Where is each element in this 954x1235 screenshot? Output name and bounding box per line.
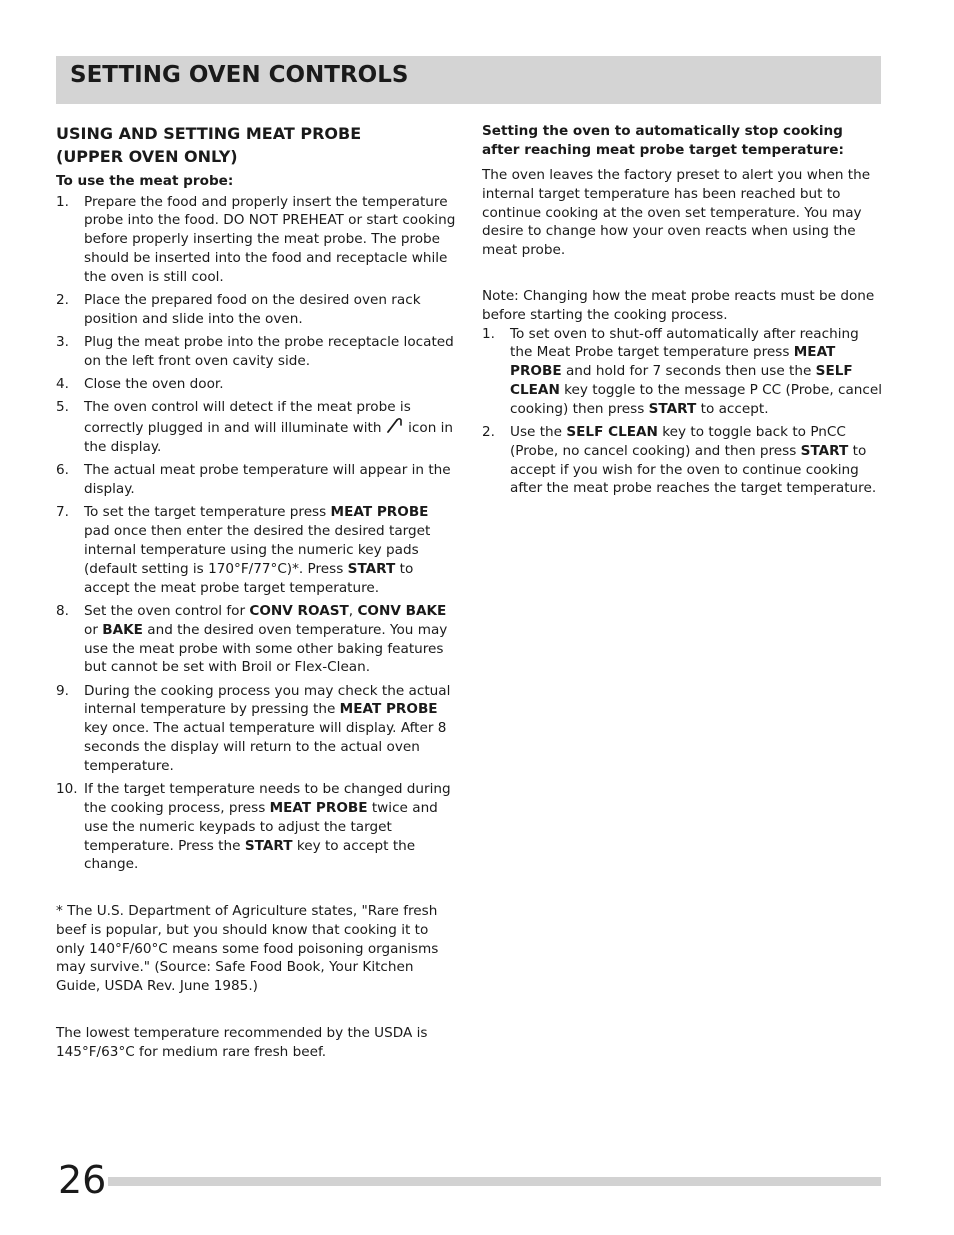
step-number: 4. bbox=[56, 376, 69, 393]
step-number: 7. bbox=[56, 504, 69, 521]
step-number: 9. bbox=[56, 682, 69, 699]
step-text: pad once then enter the desired the desired target internal temperature using the numeric key pads (default setting is 170°F/77°C)*. Press bbox=[84, 523, 431, 577]
footer-rule bbox=[108, 1177, 881, 1186]
key-name: MEAT PROBE bbox=[330, 504, 429, 521]
step-text: Prepare the food and properly insert the temperature probe into the food. DO NOT PREHEAT or start cooking before properly inserting the meat probe. The probe should be inserted into the food and receptacle while the oven is still cool. bbox=[84, 193, 456, 285]
step-text: The actual meat probe temperature will appear in the display. bbox=[84, 462, 451, 498]
section-title bbox=[56, 122, 458, 168]
list-item bbox=[56, 780, 458, 874]
list-item bbox=[56, 193, 458, 287]
header-bar bbox=[56, 56, 881, 104]
key-name: SELF CLEAN bbox=[566, 424, 658, 441]
step-number: 8. bbox=[56, 602, 69, 619]
step-text: Close the oven door. bbox=[84, 376, 224, 393]
list-item bbox=[56, 398, 458, 456]
step-number: 6. bbox=[56, 462, 69, 479]
probe-steps-list bbox=[56, 193, 458, 875]
step-text: icon in the display. bbox=[84, 420, 454, 456]
page-title: SETTING OVEN CONTROLS bbox=[70, 62, 409, 88]
step-number: 2. bbox=[482, 424, 495, 441]
step-text: The oven control will detect if the meat probe is correctly plugged in and will illuminate with bbox=[84, 399, 411, 437]
step-text: To set oven to shut-off automatically after reaching the Meat Probe target temperature press bbox=[510, 325, 859, 361]
step-text: Set the oven control for bbox=[84, 602, 250, 619]
step-text: During the cooking process you may check the actual internal temperature by pressing the bbox=[84, 682, 451, 718]
step-text: Use the bbox=[510, 424, 567, 441]
step-text: To set the target temperature press bbox=[84, 504, 331, 521]
key-name: MEAT PROBE bbox=[510, 344, 836, 380]
step-text: key once. The actual temperature will display. After 8 seconds the display will return to the actual oven temperature. bbox=[84, 720, 447, 774]
key-name: START bbox=[347, 560, 396, 577]
list-item bbox=[56, 461, 458, 499]
list-item bbox=[56, 375, 458, 394]
list-item bbox=[56, 333, 458, 371]
subhead-use-probe: To use the meat probe: bbox=[56, 173, 234, 189]
step-text: twice and use the numeric keypads to adjust the target temperature. Press the bbox=[84, 799, 438, 854]
step-number: 5. bbox=[56, 399, 69, 416]
list-item bbox=[56, 602, 458, 677]
step-number: 2. bbox=[56, 291, 69, 308]
key-name: MEAT PROBE bbox=[269, 799, 368, 816]
step-text: Plug the meat probe into the probe receptacle located on the left front oven cavity side. bbox=[84, 334, 454, 369]
list-item bbox=[56, 291, 458, 329]
section-title-line1: USING AND SETTING MEAT PROBE bbox=[56, 124, 362, 143]
step-text: to accept the meat probe target temperature. bbox=[84, 560, 414, 596]
auto-stop-note: Note: Changing how the meat probe reacts must be done before starting the cooking process. bbox=[482, 287, 875, 323]
list-item bbox=[482, 325, 882, 419]
section-title-line2: (UPPER OVEN ONLY) bbox=[56, 147, 238, 166]
right-column bbox=[482, 122, 882, 503]
step-number: 1. bbox=[56, 193, 69, 210]
step-text: If the target temperature needs to be changed during the cooking process, press bbox=[84, 781, 451, 816]
left-column bbox=[56, 122, 458, 1062]
step-text: key to toggle back to PnCC (Probe, no cancel cooking) and then press bbox=[510, 424, 846, 459]
key-name: SELF CLEAN bbox=[510, 363, 853, 398]
meat-probe-icon bbox=[386, 417, 404, 433]
key-name: BAKE bbox=[102, 621, 143, 638]
list-item bbox=[56, 682, 458, 776]
step-number: 1. bbox=[482, 325, 495, 342]
step-text: to accept if you wish for the oven to continue cooking after the meat probe reaches the target temperature. bbox=[510, 442, 877, 497]
usda-footnote: * The U.S. Department of Agriculture states, "Rare fresh beef is popular, but you should know that cooking it to only 140°F/60°C means some food poisoning organisms may survive." (Source: Safe Food Book, Your Kitchen Guide, USDA Rev. June 1985.) bbox=[56, 903, 439, 995]
list-item bbox=[482, 423, 882, 498]
key-name: START bbox=[800, 442, 849, 459]
step-text: , bbox=[348, 602, 358, 619]
auto-stop-intro: The oven leaves the factory preset to alert you when the internal target temperature has been reached but to continue cooking at the oven set temperature. You may desire to change how your oven reacts when using the meat probe. bbox=[482, 167, 871, 259]
key-name: START bbox=[648, 400, 697, 417]
key-name: CONV BAKE bbox=[357, 602, 447, 619]
step-text: key to accept the change. bbox=[84, 837, 416, 873]
step-text: and the desired oven temperature. You may use the meat probe with some other baking features but cannot be set with Broil or Flex-Clean. bbox=[84, 621, 448, 676]
step-text: and hold for 7 seconds then use the bbox=[561, 363, 816, 380]
page-number: 26 bbox=[58, 1158, 107, 1202]
lowest-temp-note: The lowest temperature recommended by the USDA is 145°F/63°C for medium rare fresh beef. bbox=[56, 1025, 428, 1060]
key-name: MEAT PROBE bbox=[339, 701, 438, 718]
step-text: or bbox=[84, 621, 103, 638]
step-text: Place the prepared food on the desired oven rack position and slide into the oven. bbox=[84, 291, 421, 327]
step-text: to accept. bbox=[696, 400, 769, 417]
key-name: CONV ROAST bbox=[249, 602, 349, 619]
auto-stop-steps-list bbox=[482, 325, 882, 499]
key-name: START bbox=[244, 837, 293, 854]
step-text: key toggle to the message P CC (Probe, cancel cooking) then press bbox=[510, 381, 883, 417]
step-number: 3. bbox=[56, 334, 69, 351]
list-item bbox=[56, 503, 458, 597]
auto-stop-heading: Setting the oven to automatically stop cooking after reaching meat probe target temperature: bbox=[482, 123, 844, 158]
step-number: 10. bbox=[56, 781, 78, 798]
